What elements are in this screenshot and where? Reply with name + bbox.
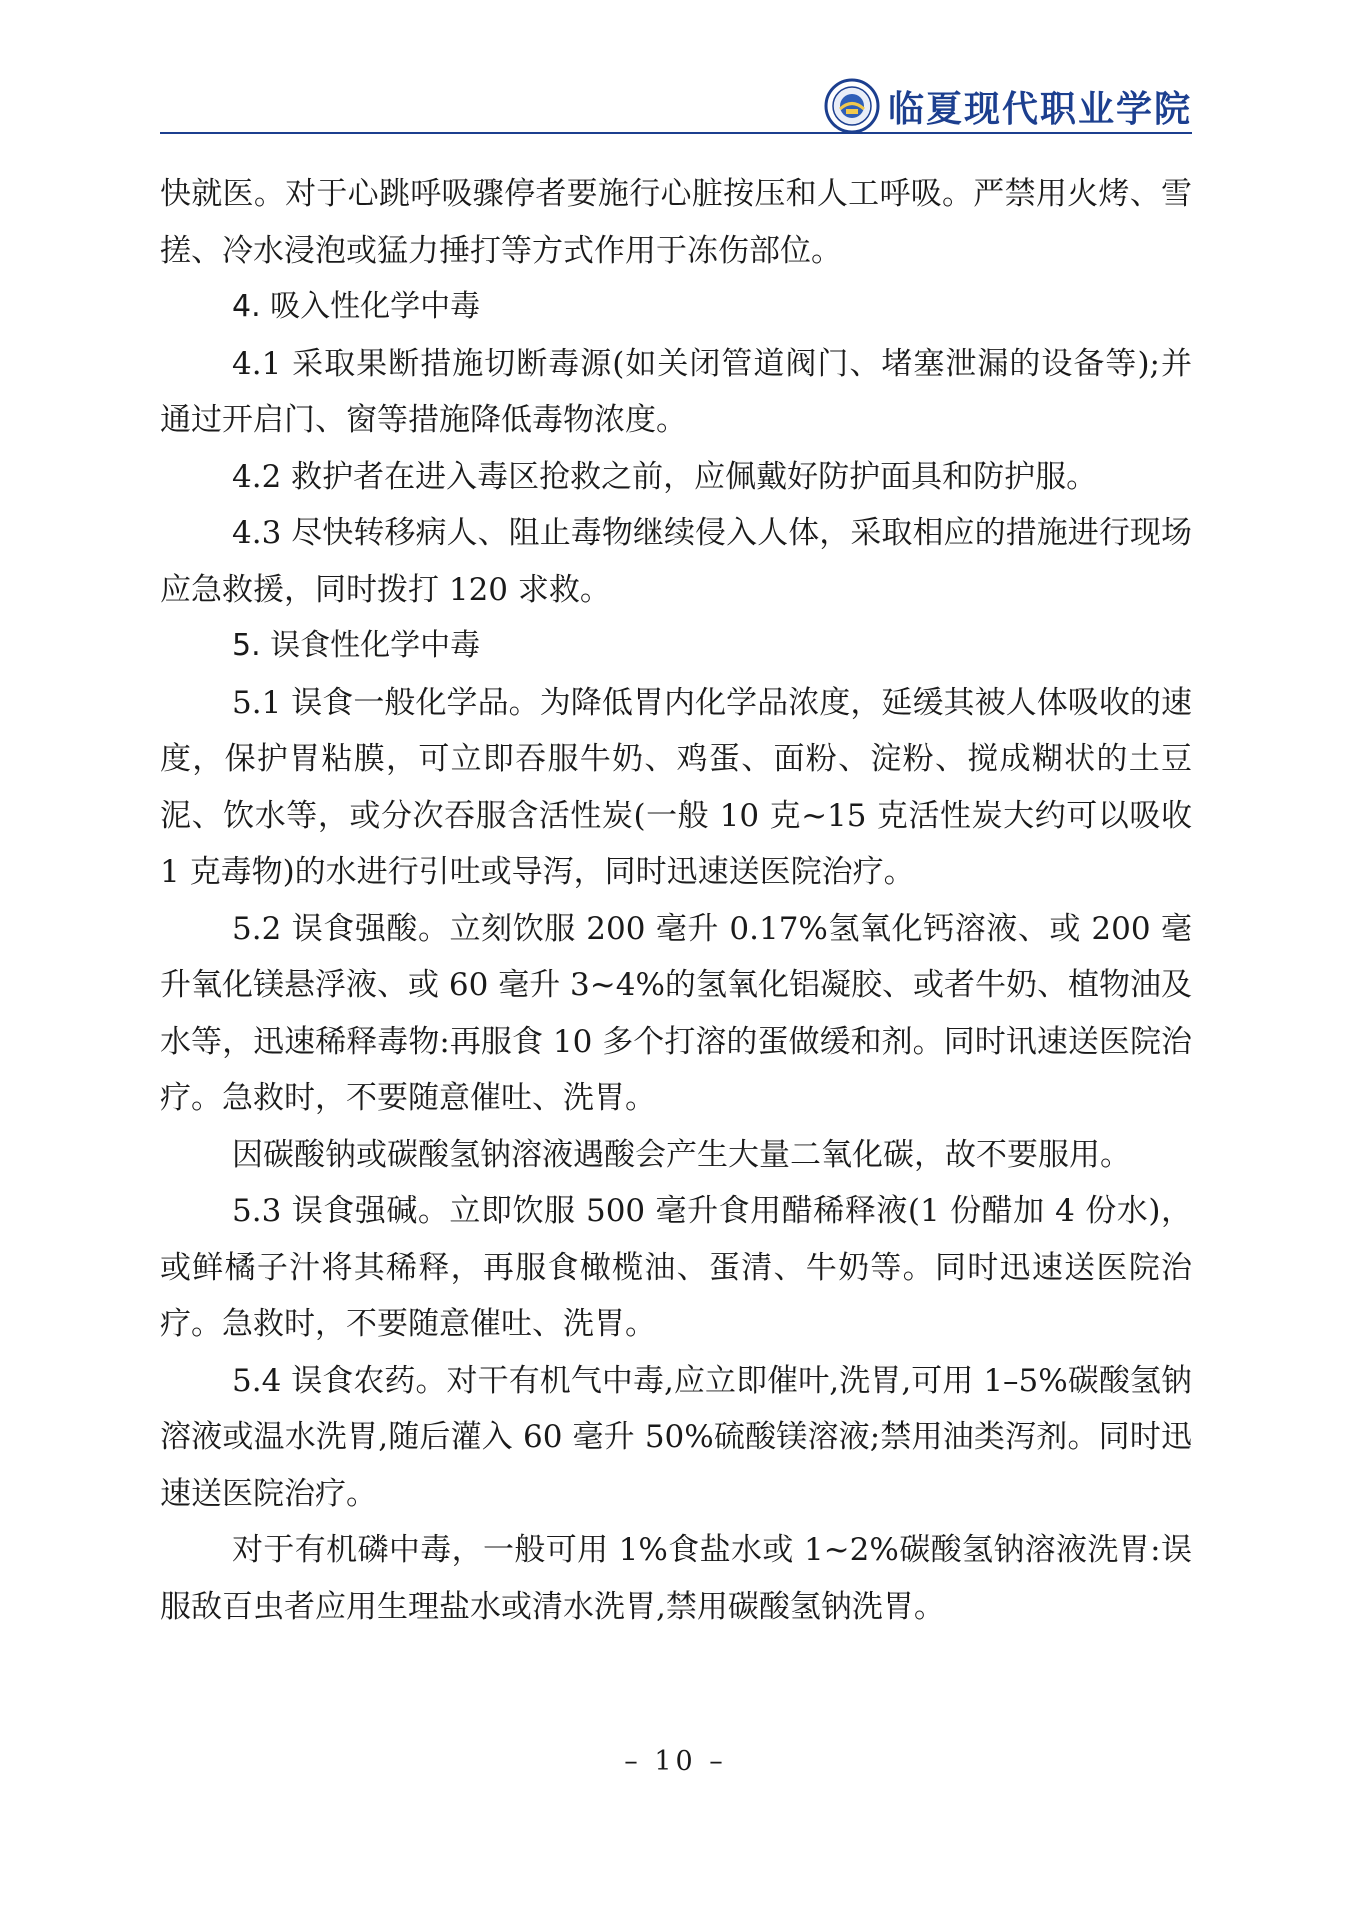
page-header	[160, 60, 1192, 140]
paragraph-5-2: 5.2 误食强酸。立刻饮服 200 毫升 0.17%氢氧化钙溶液、或 200 毫升氧化镁悬浮液、或 60 毫升 3~4%的氢氧化铝凝胶、或者牛奶、植物油及水等，迅速稀释毒物:再服食 10 多个打溶的蛋做缓和剂。同时讯速送医院治疗。急救时，不要随意催吐、洗胃。	[160, 910, 1192, 1116]
school-name: 临夏现代职业学院	[887, 87, 1192, 130]
school-seal-icon	[824, 78, 880, 134]
header-divider	[160, 132, 1192, 134]
paragraph-5-3: 5.3 误食强碱。立即饮服 500 毫升食用醋稀释液(1 份醋加 4 份水)，或鲜橘子汁将其稀释，再服食橄榄油、蛋清、牛奶等。同时迅速送医院治疗。急救时，不要随意催吐、洗胃。	[160, 1193, 1192, 1342]
section-heading-5: 5. 误食性化学中毒	[232, 628, 481, 663]
paragraph-5-4: 5.4 误食农药。对干有机气中毒,应立即催叶,洗胃,可用 1–5%碳酸氢钠溶液或温水洗胃,随后灌入 60 毫升 50%硫酸镁溶液;禁用油类泻剂。同时迅速送医院治疗。	[160, 1362, 1192, 1512]
document-body	[160, 166, 1192, 1635]
page-number: – 10 –	[624, 1746, 727, 1777]
paragraph-5-1: 5.1 误食一般化学品。为降低胃内化学品浓度，延缓其被人体吸收的速度，保护胃粘膜，可立即吞服牛奶、鸡蛋、面粉、淀粉、搅成糊状的土豆泥、饮水等，或分次吞服含活性炭(一般 10 克~15 克活性炭大约可以吸收 1 克毒物)的水进行引吐或导泻，同时迅速送医院治疗。	[160, 684, 1192, 890]
paragraph-continuation: 快就医。对于心跳呼吸骤停者要施行心脏按压和人工呼吸。严禁用火烤、雪搓、冷水浸泡或猛力捶打等方式作用于冻伤部位。	[160, 176, 1192, 269]
school-brand	[824, 78, 1192, 134]
section-heading-4: 4. 吸入性化学中毒	[232, 289, 481, 324]
paragraph-4-2: 4.2 救护者在进入毒区抢救之前，应佩戴好防护面具和防护服。	[232, 458, 1098, 495]
paragraph-4-3: 4.3 尽快转移病人、阻止毒物继续侵入人体，采取相应的措施进行现场应急救援，同时拨打 120 求救。	[160, 515, 1192, 608]
paragraph-5-2-note: 因碳酸钠或碳酸氢钠溶液遇酸会产生大量二氧化碳，故不要服用。	[232, 1136, 1131, 1173]
paragraph-5-4-note: 对于有机磷中毒，一般可用 1%食盐水或 1~2%碳酸氢钠溶液洗胃:误服敌百虫者应用生理盐水或清水洗胃,禁用碳酸氢钠洗胃。	[160, 1532, 1192, 1625]
paragraph-4-1: 4.1 采取果断措施切断毒源(如关闭管道阀门、堵塞泄漏的设备等);并通过开启门、窗等措施降低毒物浓度。	[160, 345, 1192, 438]
